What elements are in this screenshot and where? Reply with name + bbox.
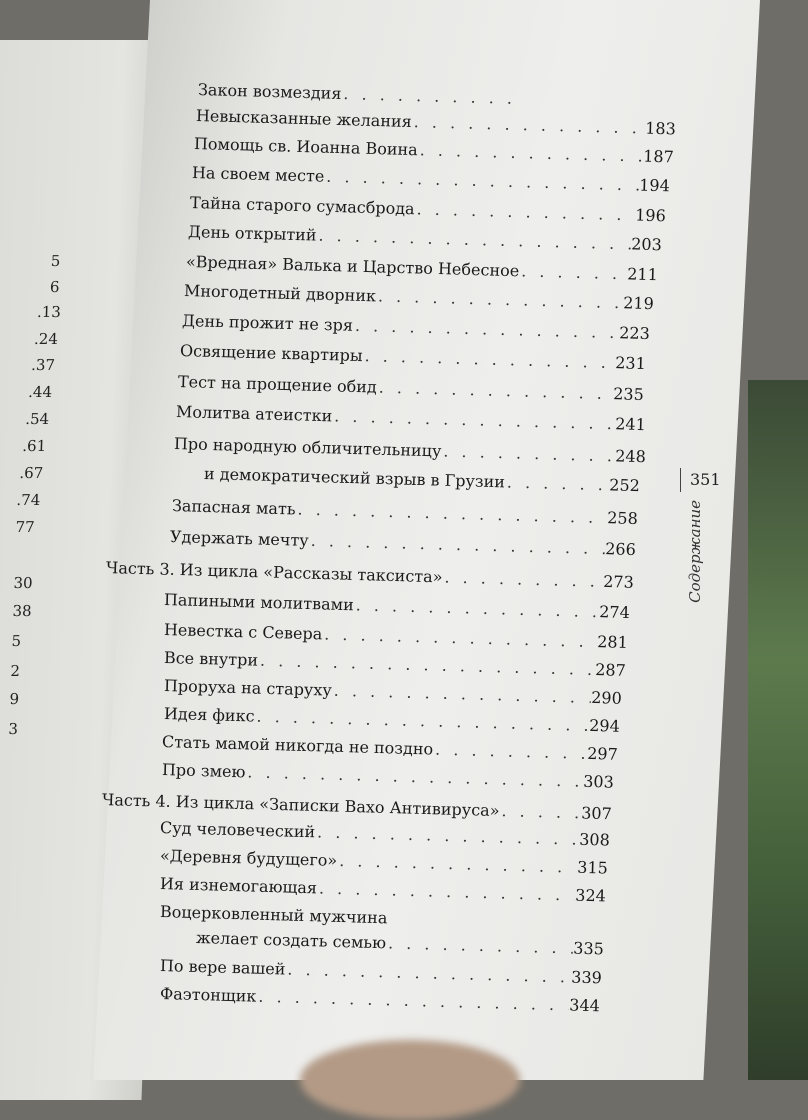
toc-entry-page: 187 (643, 146, 675, 167)
toc-entry-page: 339 (571, 967, 603, 988)
toc-entry-title: Освящение квартиры (179, 341, 363, 366)
left-page-number: .44 (27, 383, 53, 401)
dot-leader (332, 406, 616, 433)
toc-entry-title: Часть 3. Из цикла «Рассказы таксиста» (105, 558, 443, 587)
dot-leader (322, 624, 598, 651)
toc-entry (160, 818, 610, 850)
toc-entry (180, 341, 646, 373)
dot-leader (376, 286, 624, 312)
dot-leader (245, 762, 583, 790)
dot-leader (505, 472, 610, 494)
dot-leader (442, 567, 603, 590)
toc-entry (160, 846, 608, 878)
toc-entry-title: Идея фикс (163, 704, 255, 726)
dot-leader (353, 595, 599, 621)
toc-entry (170, 527, 636, 559)
toc-entry-title: Невестка с Севера (163, 620, 323, 644)
dot-leader (362, 346, 615, 372)
toc-entry-page: 219 (623, 293, 655, 314)
toc-entry-title: Стать мамой никогда не поздно (161, 732, 434, 759)
toc-entry (174, 434, 646, 466)
toc-entry-title: желает создать семью (195, 928, 387, 953)
dot-leader (317, 878, 576, 904)
dot-leader (412, 112, 646, 138)
toc-entry (182, 311, 650, 343)
toc-part-heading (106, 558, 634, 592)
left-page-number: .61 (22, 437, 47, 455)
toc-entry-title: Тайна старого сумасброда (189, 193, 415, 219)
dot-leader (258, 651, 596, 679)
left-page-number: .54 (24, 410, 50, 428)
toc-entry (190, 193, 666, 225)
toc-entry (178, 372, 644, 404)
dot-leader (433, 740, 588, 763)
toc-entry-page: 297 (587, 743, 619, 764)
left-page-number: 5 (50, 252, 61, 270)
toc-entry-page: 194 (639, 175, 671, 196)
toc-entry-page: 211 (627, 264, 659, 285)
toc-entry-title: Воцерковленный мужчина (159, 902, 388, 928)
toc-entry-title: «Деревня будущего» (159, 846, 338, 870)
left-page-number: .24 (33, 330, 59, 348)
toc-entry-title: Про змею (161, 760, 246, 782)
left-page-number: 9 (9, 690, 20, 708)
toc-entry (164, 590, 630, 622)
toc-entry-page: 308 (579, 829, 611, 850)
dot-leader (417, 140, 643, 165)
toc-entry (194, 134, 674, 166)
dot-leader (332, 681, 592, 707)
toc-entry-title: Ия изнемогающая (159, 874, 318, 898)
toc-entry (164, 648, 626, 680)
toc-entry (162, 760, 614, 792)
toc-entry-page: 281 (597, 632, 629, 652)
toc-entry (196, 106, 676, 138)
left-page-number: 5 (11, 632, 22, 650)
toc-entry (176, 402, 646, 434)
toc-entry-title: Про народную обличительницу (173, 434, 442, 461)
dot-leader (315, 822, 580, 848)
toc-entry-page: 258 (607, 508, 639, 529)
toc-entry-title: День прожит не зря (181, 311, 354, 335)
toc-entry (204, 464, 640, 495)
toc-entry (164, 676, 622, 708)
left-page-number: 38 (12, 602, 32, 620)
dot-leader (337, 851, 578, 877)
toc-entry-page: 248 (615, 446, 647, 467)
toc-entry-page: 252 (609, 475, 641, 496)
toc-entry-page: 324 (575, 885, 607, 906)
left-page-number: 77 (15, 518, 35, 536)
dot-leader (341, 84, 518, 108)
toc-entry-page: 294 (589, 715, 621, 736)
toc-entry-page: 196 (635, 205, 667, 226)
left-page-number: .37 (30, 356, 56, 374)
toc-entry-page: 235 (613, 384, 645, 405)
toc-entry-page: 335 (573, 938, 605, 959)
dot-leader (285, 960, 571, 987)
toc-entry (164, 620, 628, 652)
toc-entry-page: 274 (599, 602, 631, 623)
toc-entry-title: Фаэтонщик (159, 984, 257, 1006)
left-page-number: 2 (10, 662, 21, 680)
left-page-number: 3 (8, 720, 19, 738)
toc-entry (198, 80, 518, 108)
page-number: 351 (690, 470, 721, 489)
toc-entry-title: Многодетный дворник (183, 281, 377, 306)
toc-entry (184, 281, 654, 313)
toc-entry-title: Тест на прощение обид (177, 372, 378, 397)
toc-entry (172, 496, 638, 528)
toc-entry (192, 163, 670, 195)
toc-entry (162, 732, 618, 764)
toc-entry-page: 315 (577, 857, 609, 878)
toc-entry-title: Проруха на старуху (163, 676, 333, 700)
toc-entry-page: 344 (569, 995, 601, 1016)
dot-leader (414, 199, 635, 224)
toc-entry-title: Папиными молитвами (163, 590, 355, 615)
running-title: Содержание (686, 500, 704, 603)
dot-leader (441, 441, 615, 465)
toc-entry-page: 273 (602, 571, 635, 592)
toc-entry-title: По вере вашей (159, 956, 286, 979)
dot-leader (499, 801, 581, 822)
toc-entry-title: Удержать мечту (169, 527, 310, 550)
dot-leader (519, 261, 628, 283)
toc-entry (160, 956, 602, 987)
toc-entry-title: На своем месте (191, 163, 325, 186)
dot-leader (295, 499, 607, 527)
dot-leader (386, 933, 574, 957)
toc-entry (186, 252, 658, 284)
toc-entry (164, 704, 620, 736)
toc-entry-title: и демократический взрыв в Грузии (203, 464, 506, 492)
toc-entry-page: 183 (645, 118, 677, 139)
dot-leader (256, 987, 569, 1015)
toc-entry-title: День открытий (187, 222, 317, 245)
toc-entry-title: Невысказанные желания (195, 106, 413, 132)
toc-entry-title: Запасная мать (171, 496, 296, 519)
toc-entry (196, 928, 604, 958)
toc-entry-page: 223 (619, 323, 651, 344)
left-page-number: .67 (19, 464, 44, 482)
left-page-number: 6 (49, 278, 60, 296)
toc-entry-title: Все внутри (163, 648, 259, 670)
toc-entry-page: 203 (631, 234, 663, 255)
left-page-number: .74 (16, 491, 41, 509)
toc-entry (188, 222, 662, 254)
dot-leader (377, 378, 614, 404)
toc-entry-title: «Вредная» Валька и Царство Небесное (185, 252, 520, 281)
dot-leader (316, 226, 631, 254)
toc-entry-page: 290 (591, 687, 623, 708)
dot-leader (254, 707, 589, 735)
toc-entry-title: Часть 4. Из цикла «Записки Вахо Антивируса» (101, 790, 500, 821)
left-page-number: 30 (13, 574, 33, 592)
toc-entry-title: Молитва атеистки (175, 402, 333, 426)
left-page-number: .13 (36, 303, 62, 321)
toc-entry-page: 303 (583, 771, 615, 792)
toc-entry (160, 874, 606, 905)
toc-entry-title: Суд человеческий (159, 818, 316, 842)
finger-holding-book (300, 1040, 520, 1120)
toc-entry (160, 902, 420, 928)
toc-entry-page: 287 (595, 660, 627, 680)
toc-entry-page: 241 (615, 414, 647, 435)
toc-entry-page: 307 (581, 803, 613, 824)
dot-leader (308, 531, 605, 558)
toc-entry-page: 266 (605, 539, 637, 560)
toc-entry-page: 231 (615, 353, 647, 374)
toc-entry (160, 984, 600, 1015)
toc-entry-title: Закон возмездия (197, 80, 342, 104)
dot-leader (353, 316, 620, 342)
toc-entry-title: Помощь св. Иоанна Воина (193, 134, 418, 160)
dot-leader (324, 167, 639, 195)
